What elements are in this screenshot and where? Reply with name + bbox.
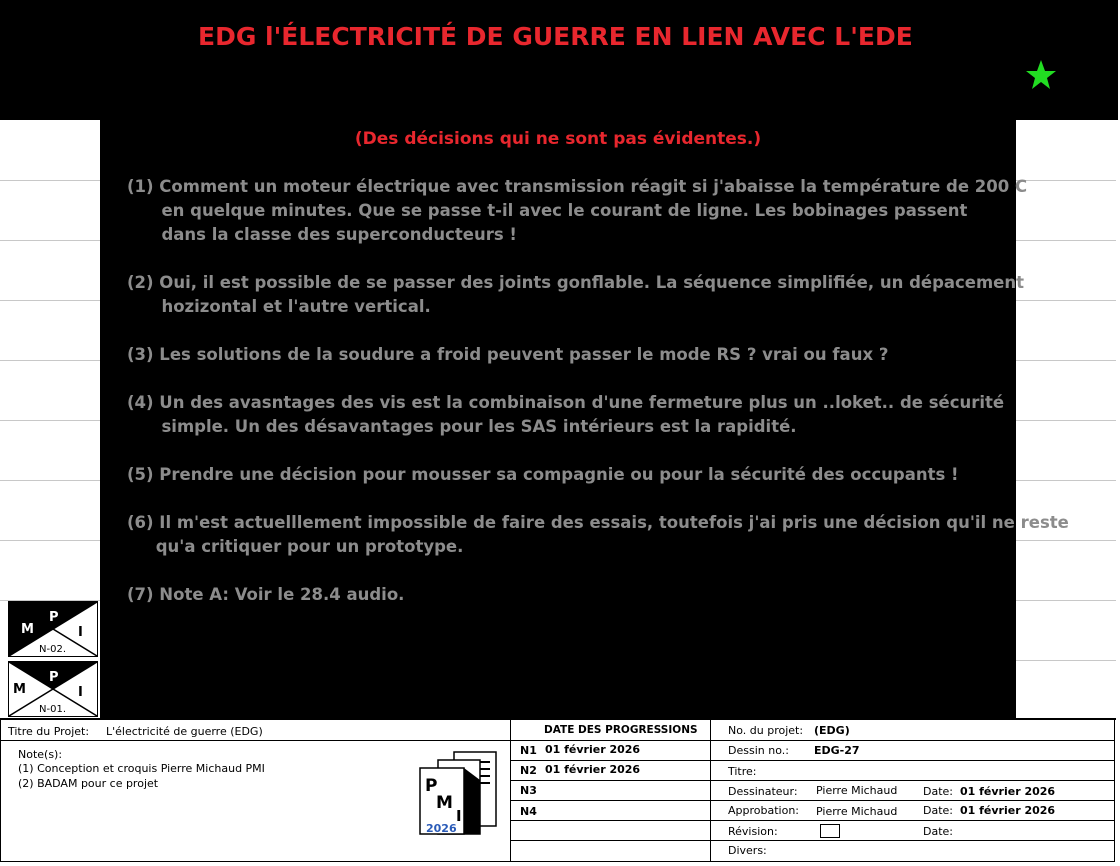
progress-n2-label: N2 — [520, 764, 537, 777]
dessinateur-value: Pierre Michaud — [816, 784, 898, 797]
progress-n1-label: N1 — [520, 744, 537, 757]
note-line: (2) BADAM pour ce projet — [18, 777, 159, 789]
logo-letter-i: I — [456, 807, 462, 825]
star-icon — [1024, 58, 1058, 92]
badge-letter-m: M — [21, 622, 34, 637]
revision-label: Révision: — [728, 825, 778, 838]
progress-n2-date: 01 février 2026 — [545, 763, 641, 776]
title-block — [0, 718, 1116, 864]
progress-header: DATE DES PROGRESSIONS — [544, 724, 698, 736]
titre-label: Titre: — [728, 765, 757, 778]
projet-label: Titre du Projet: — [8, 725, 90, 738]
pmi-logo-icon — [418, 750, 500, 836]
list-item: (7) Note A: Voir le 28.4 audio. — [127, 585, 405, 604]
mpi-badge-n01 — [8, 661, 98, 717]
right-grid-strip — [1016, 120, 1116, 718]
badge-letter-i: I — [78, 685, 83, 700]
logo-year: 2026 — [426, 822, 457, 835]
progress-n4-label: N4 — [520, 805, 537, 818]
header-bar — [0, 0, 1118, 120]
progress-n3-label: N3 — [520, 784, 537, 797]
badge-letter-p: P — [49, 670, 59, 685]
date-approbation: 01 février 2026 — [960, 804, 1056, 817]
logo-letter-p: P — [425, 776, 438, 796]
list-item: (5) Prendre une décision pour mousser sa compagnie ou pour la sécurité des occupants ! — [127, 465, 959, 484]
badge-letter-p: P — [49, 610, 59, 625]
badge-code: N-01. — [39, 704, 66, 715]
progress-n1-date: 01 février 2026 — [545, 743, 641, 756]
approbation-value: Pierre Michaud — [816, 805, 898, 818]
date-dessinateur: 01 février 2026 — [960, 785, 1056, 798]
date-label: Date: — [923, 785, 953, 798]
page-title: EDG l'ÉLECTRICITÉ DE GUERRE EN LIEN AVEC L'EDE — [198, 22, 913, 51]
logo-letter-m: M — [436, 793, 453, 813]
approbation-label: Approbation: — [728, 804, 800, 817]
note-line: (1) Conception et croquis Pierre Michaud PMI — [18, 762, 265, 775]
main-panel — [100, 120, 1069, 718]
date-revision-label: Date: — [923, 825, 953, 838]
list-item: (3) Les solutions de la soudure a froid peuvent passer le mode RS ? vrai ou faux ? — [127, 345, 889, 364]
revision-checkbox[interactable] — [820, 824, 840, 838]
dessin-label: Dessin no.: — [728, 744, 789, 757]
date-label: Date: — [923, 804, 953, 817]
list-item: (4) Un des avasntages des vis est la combinaison d'une fermeture plus un ..loket.. de sécurité simple. Un des désavantages pour les SAS intérieurs est la rapidité. — [127, 393, 1005, 436]
divers-label: Divers: — [728, 844, 767, 857]
badge-letter-i: I — [78, 625, 83, 640]
badge-letter-m: M — [13, 682, 26, 697]
badge-code: N-02. — [39, 644, 66, 655]
mpi-badge-n02 — [8, 601, 98, 657]
list-item: (2) Oui, il est possible de se passer des joints gonflable. La séquence simplifiée, un dépacement hozizontal et l'autre vertical. — [127, 273, 1025, 316]
notes-label: Note(s): — [18, 748, 63, 761]
projet-value: L'électricité de guerre (EDG) — [106, 725, 263, 738]
list-item: (1) Comment un moteur électrique avec transmission réagit si j'abaisse la température de 200 C en quelque minutes. Que se passe t-il avec le courant de ligne. Les bobinages passent dans la classe des superconducteurs ! — [127, 177, 1028, 244]
dessin-value: EDG-27 — [814, 744, 860, 757]
no-projet-value: (EDG) — [814, 724, 850, 737]
no-projet-label: No. du projet: — [728, 724, 804, 737]
dessinateur-label: Dessinateur: — [728, 785, 798, 798]
panel-subtitle: (Des décisions qui ne sont pas évidentes.) — [354, 129, 762, 149]
list-item: (6) Il m'est actuelllement impossible de faire des essais, toutefois j'ai pris une décision qu'il ne reste qu'a critiquer pour un prototype. — [127, 513, 1069, 556]
